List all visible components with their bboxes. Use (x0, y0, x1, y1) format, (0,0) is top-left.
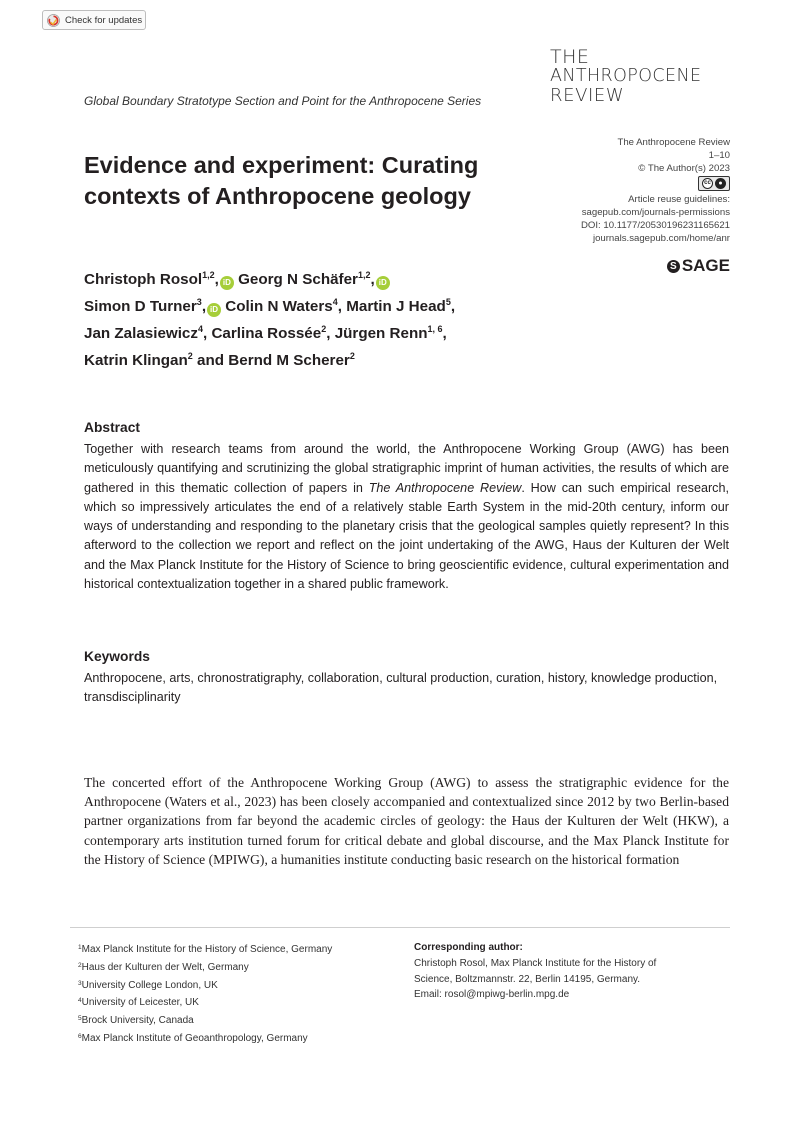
doi[interactable]: DOI: 10.1177/20530196231165621 (580, 220, 730, 231)
page-range: 1–10 (708, 150, 730, 161)
affiliation-number: 6 (78, 1032, 82, 1040)
creative-commons-badge[interactable] (698, 176, 730, 191)
series-title: Global Boundary Stratotype Section and Point for the Anthropocene Series (84, 94, 482, 108)
check-for-updates-button[interactable] (42, 10, 146, 30)
journal-logo-line: THE (550, 46, 590, 68)
affiliation-item (78, 993, 408, 1011)
affiliation-number: 3 (78, 979, 82, 987)
author-affiliation-mark: 4 (332, 297, 338, 307)
affiliation-number: 2 (78, 961, 82, 969)
author-affiliation-mark: 1,2 (357, 270, 371, 280)
author-name: Jan Zalasiewicz (84, 325, 198, 342)
author-affiliation-mark: 1, 6 (427, 324, 443, 334)
keywords-heading: Keywords (84, 649, 150, 664)
author-affiliation-mark: 2 (187, 351, 193, 361)
article-meta (510, 136, 730, 245)
author-name: Jürgen Renn (334, 325, 428, 342)
author-name: Carlina Rossée (211, 325, 322, 342)
copyright: © The Author(s) 2023 (638, 163, 730, 174)
author-name: Colin N Waters (225, 298, 333, 315)
affiliation-item (78, 940, 408, 958)
author-list: Christoph Rosol$^{1,2}$, iD Georg N Schäfer$^{1,2}$, iD Simon D Turner$^3$, iD Colin N Waters$^4$, Martin J Head$^5$, Jan Zalasiewicz$^4$, Carlina Rossée$^2$, Jürgen Renn$^{1, 6}$, Katrin Klingan$^2$ and Bernd M Scherer$^2$ (84, 270, 456, 369)
author-name: Katrin Klingan (84, 352, 188, 369)
affiliation-item (78, 1029, 408, 1047)
author-name: Simon D Turner (84, 298, 197, 315)
author-affiliation-mark: 5 (445, 297, 451, 307)
affiliation-item (78, 958, 408, 976)
affiliation-number: 5 (78, 1015, 82, 1023)
affiliations (78, 940, 408, 1047)
journal-name: The Anthropocene Review (617, 137, 730, 148)
abstract-text-part: Together with research teams from around the world, the Anthropocene Working Group (AWG) has been meticulously quantifying and scrutinizing the global stratigraphic imprint of human activities, the results of which are gathered in this thematic collection of papers in (84, 442, 729, 495)
attribution-icon: ● (715, 178, 726, 189)
affiliation-text: University of Leicester, UK (81, 997, 199, 1009)
journal-logo-line: REVIEW (550, 85, 625, 106)
check-updates-icon (47, 14, 60, 27)
author-affiliation-mark: 4 (197, 324, 203, 334)
journal-logo (550, 48, 701, 105)
corresponding-address: Christoph Rosol, Max Planck Institute for the History of (414, 957, 657, 969)
orcid-icon[interactable]: iD (220, 276, 234, 290)
author-affiliation-mark: 2 (321, 324, 327, 334)
affiliation-item (78, 1011, 408, 1029)
corresponding-email[interactable]: Email: rosol@mpiwg-berlin.mpg.de (414, 989, 570, 1001)
orcid-icon[interactable]: iD (376, 276, 390, 290)
author-affiliation-mark: 2 (349, 351, 355, 361)
footer-divider (70, 927, 730, 928)
author-affiliation-mark: 1,2 (202, 270, 215, 280)
abstract-text (84, 440, 729, 594)
affiliation-text: Brock University, Canada (81, 1015, 194, 1027)
corresponding-heading: Corresponding author: (414, 942, 523, 953)
affiliation-text: Haus der Kulturen der Welt, Germany (81, 961, 249, 973)
author-name: Georg N Schäfer (238, 271, 358, 288)
affiliation-text: Max Planck Institute of Geoanthropology, Germany (81, 1032, 308, 1044)
reuse-link[interactable]: sagepub.com/journals-permissions (581, 207, 730, 218)
author-name: Christoph Rosol (84, 271, 203, 288)
body-paragraph: The concerted effort of the Anthropocene Working Group (AWG) to assess the stratigraphic evidence for the Anthropocene (Waters et al., 2023) has been closely accompanied and contextualized since 2012 by two Berlin-based partner organizations from far beyond the academic circles of geology: the Haus der Kulturen der Welt (HKW), a contemporary arts institution turned forum for critical debate and global discourse, and the Max Planck Institute for the History of Science (MPIWG), a humanities institute conducting basic research on the historical formation (84, 775, 729, 867)
affiliation-text: Max Planck Institute for the History of Science, Germany (81, 944, 333, 955)
journal-logo-line: ANTHROPOCENE (550, 66, 702, 86)
abstract-text-part: . How can such empirical research, which so impressively articulates the end of a relatively stable Earth System in the mid-20th century, inform our ways of understanding and responding to the planetary crisis that the geological samples quietly represent? In this afterword to the collection we report and reflect on the joint undertaking of the AWG, Haus der Kulturen der Welt and the Max Planck Institute for the History of Science to bring geoscientific evidence, cultural experimentation and historical contextualization together in a shared public framework. (84, 480, 729, 592)
author-affiliation-mark: 3 (196, 297, 202, 307)
journal-home-link[interactable]: journals.sagepub.com/home/anr (592, 233, 730, 244)
author-name: Martin J Head (346, 298, 446, 315)
corresponding-author (414, 940, 734, 1003)
corresponding-address: Science, Boltzmannstr. 22, Berlin 14195, Germany. (414, 973, 641, 985)
check-for-updates-label: Check for updates (65, 14, 143, 26)
affiliation-text: University College London, UK (81, 979, 218, 991)
article-title: Evidence and experiment: Curating contexts of Anthropocene geology (84, 152, 479, 209)
reuse-label: Article reuse guidelines: (628, 194, 730, 205)
publisher-name: SAGE (681, 256, 730, 275)
orcid-icon[interactable]: iD (207, 303, 221, 317)
author-name: Bernd M Scherer (228, 352, 350, 369)
publisher-logo (667, 256, 730, 276)
affiliation-number: 1 (78, 944, 82, 951)
abstract-heading: Abstract (84, 420, 140, 435)
cc-icon: cc (702, 178, 713, 189)
sage-mark-icon: S (667, 260, 680, 273)
journal-name-italic: The Anthropocene Review (368, 480, 522, 495)
affiliation-number: 4 (78, 997, 82, 1005)
keywords-text: Anthropocene, arts, chronostratigraphy, collaboration, cultural production, curation, history, knowledge production, transdisciplinarity (84, 671, 718, 705)
affiliation-item (78, 976, 408, 994)
